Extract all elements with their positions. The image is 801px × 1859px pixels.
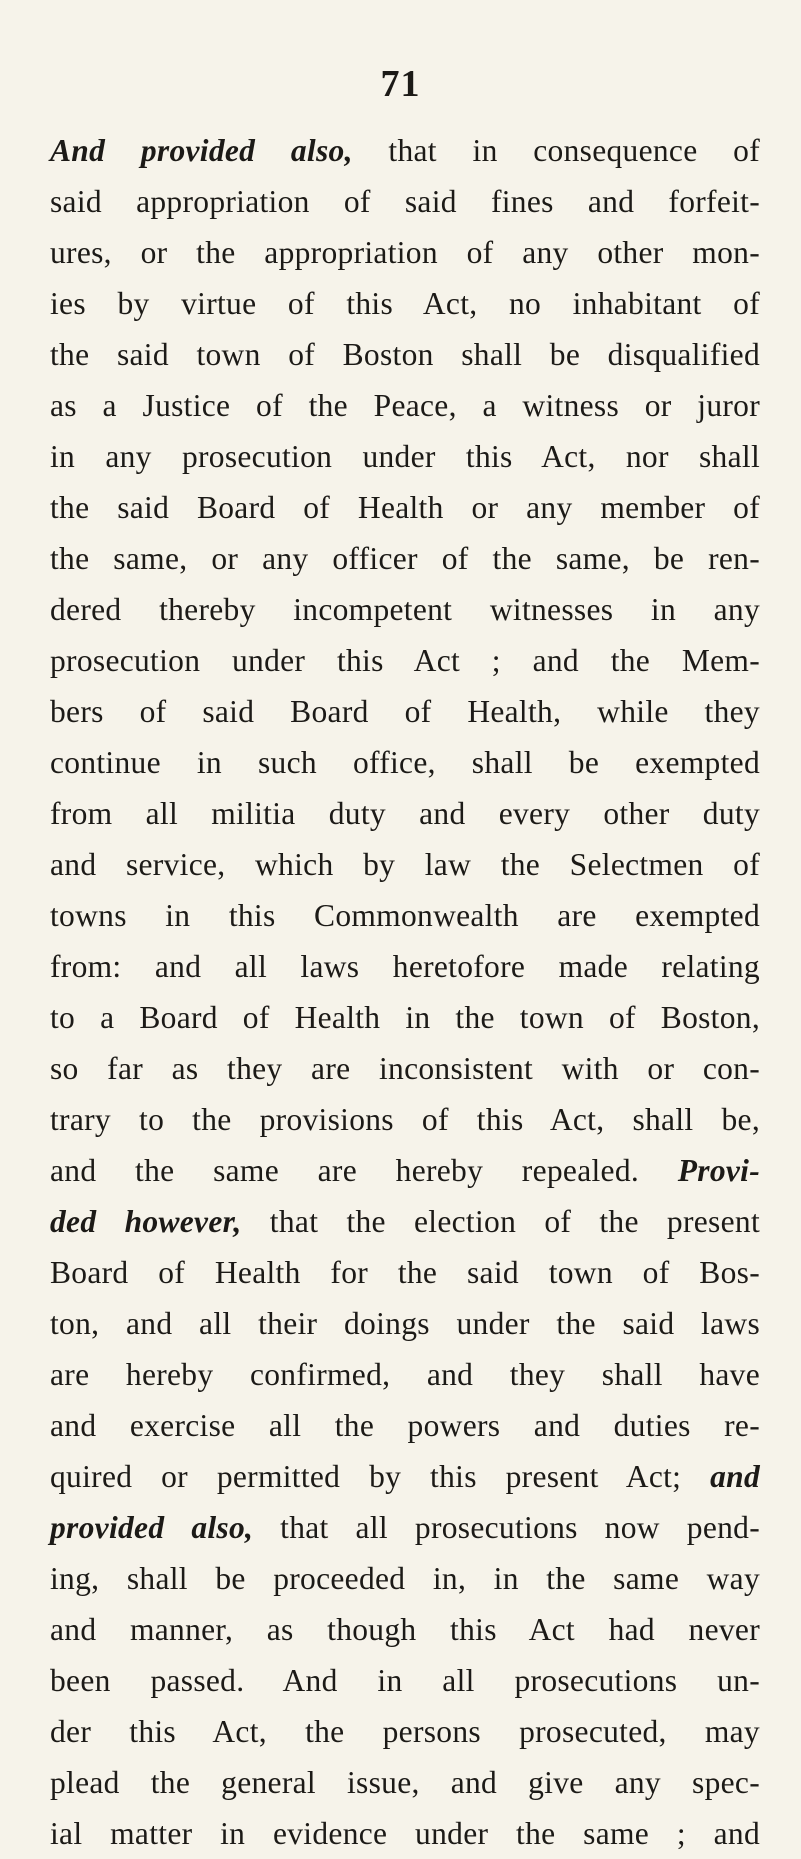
text-line bbox=[50, 839, 760, 890]
text-line bbox=[50, 890, 760, 941]
text-segment: to a Board of Health in the town of Boston, bbox=[50, 1000, 760, 1035]
body-text bbox=[50, 125, 760, 1859]
text-segment: and exercise all the powers and duties re- bbox=[50, 1408, 760, 1443]
text-segment: ing, shall be proceeded in, in the same way bbox=[50, 1561, 760, 1596]
text-line bbox=[50, 941, 760, 992]
italic-text-segment: Provi- bbox=[677, 1153, 760, 1188]
text-segment: and the same are hereby repealed. bbox=[50, 1153, 678, 1188]
text-line bbox=[50, 329, 760, 380]
text-line bbox=[50, 686, 760, 737]
text-segment: Board of Health for the said town of Bos- bbox=[50, 1255, 760, 1290]
text-line bbox=[50, 1094, 760, 1145]
text-segment: so far as they are inconsistent with or con- bbox=[50, 1051, 760, 1086]
text-line bbox=[50, 737, 760, 788]
text-segment: that in consequence of bbox=[352, 133, 760, 168]
text-line bbox=[50, 1349, 760, 1400]
text-segment: been passed. And in all prosecutions un- bbox=[50, 1663, 760, 1698]
text-line bbox=[50, 380, 760, 431]
italic-text-segment: ded however, bbox=[50, 1204, 242, 1239]
text-segment: ies by virtue of this Act, no inhabitant of bbox=[50, 286, 760, 321]
text-segment: quired or permitted by this present Act; bbox=[50, 1459, 711, 1494]
text-line bbox=[50, 1808, 760, 1859]
text-line bbox=[50, 1145, 760, 1196]
text-line bbox=[50, 1502, 760, 1553]
italic-text-segment: and bbox=[710, 1459, 760, 1494]
text-segment: ures, or the appropriation of any other mon- bbox=[50, 235, 760, 270]
text-line bbox=[50, 1706, 760, 1757]
text-segment: plead the general issue, and give any spec- bbox=[50, 1765, 760, 1800]
text-line bbox=[50, 992, 760, 1043]
text-segment: are hereby confirmed, and they shall have bbox=[50, 1357, 760, 1392]
text-segment: and manner, as though this Act had never bbox=[50, 1612, 760, 1647]
text-line bbox=[50, 635, 760, 686]
text-segment: that the election of the present bbox=[241, 1204, 760, 1239]
italic-text-segment: And provided also, bbox=[50, 133, 353, 168]
text-segment: der this Act, the persons prosecuted, may bbox=[50, 1714, 760, 1749]
text-segment: the same, or any officer of the same, be ren- bbox=[50, 541, 760, 576]
text-line bbox=[50, 1247, 760, 1298]
text-line bbox=[50, 1043, 760, 1094]
page-number: 71 bbox=[380, 63, 421, 105]
text-segment: towns in this Commonwealth are exempted bbox=[50, 898, 760, 933]
text-line bbox=[50, 788, 760, 839]
text-line bbox=[50, 1400, 760, 1451]
text-segment: and service, which by law the Selectmen of bbox=[50, 847, 760, 882]
text-line bbox=[50, 533, 760, 584]
text-line bbox=[50, 1655, 760, 1706]
text-line bbox=[50, 125, 760, 176]
text-line bbox=[50, 278, 760, 329]
text-segment: as a Justice of the Peace, a witness or juror bbox=[50, 388, 760, 423]
text-segment: said appropriation of said fines and forfeit- bbox=[50, 184, 760, 219]
text-segment: in any prosecution under this Act, nor shall bbox=[50, 439, 760, 474]
text-line bbox=[50, 584, 760, 635]
text-line bbox=[50, 1451, 760, 1502]
text-line bbox=[50, 176, 760, 227]
text-line bbox=[50, 227, 760, 278]
text-line bbox=[50, 1298, 760, 1349]
text-segment: dered thereby incompetent witnesses in any bbox=[50, 592, 760, 627]
italic-text-segment: provided also, bbox=[50, 1510, 254, 1545]
text-segment: from: and all laws heretofore made relating bbox=[50, 949, 760, 984]
text-line bbox=[50, 1757, 760, 1808]
text-line bbox=[50, 482, 760, 533]
text-segment: trary to the provisions of this Act, shall be, bbox=[50, 1102, 760, 1137]
text-line bbox=[50, 1553, 760, 1604]
text-segment: ial matter in evidence under the same ; and bbox=[50, 1816, 760, 1851]
text-segment: that all prosecutions now pend- bbox=[253, 1510, 760, 1545]
text-line bbox=[50, 1604, 760, 1655]
text-segment: bers of said Board of Health, while they bbox=[50, 694, 760, 729]
text-segment: continue in such office, shall be exempted bbox=[50, 745, 760, 780]
text-segment: the said Board of Health or any member of bbox=[50, 490, 760, 525]
text-line bbox=[50, 1196, 760, 1247]
text-segment: from all militia duty and every other duty bbox=[50, 796, 760, 831]
text-segment: the said town of Boston shall be disqualified bbox=[50, 337, 760, 372]
text-segment: ton, and all their doings under the said laws bbox=[50, 1306, 760, 1341]
text-line bbox=[50, 431, 760, 482]
text-segment: prosecution under this Act ; and the Mem- bbox=[50, 643, 760, 678]
